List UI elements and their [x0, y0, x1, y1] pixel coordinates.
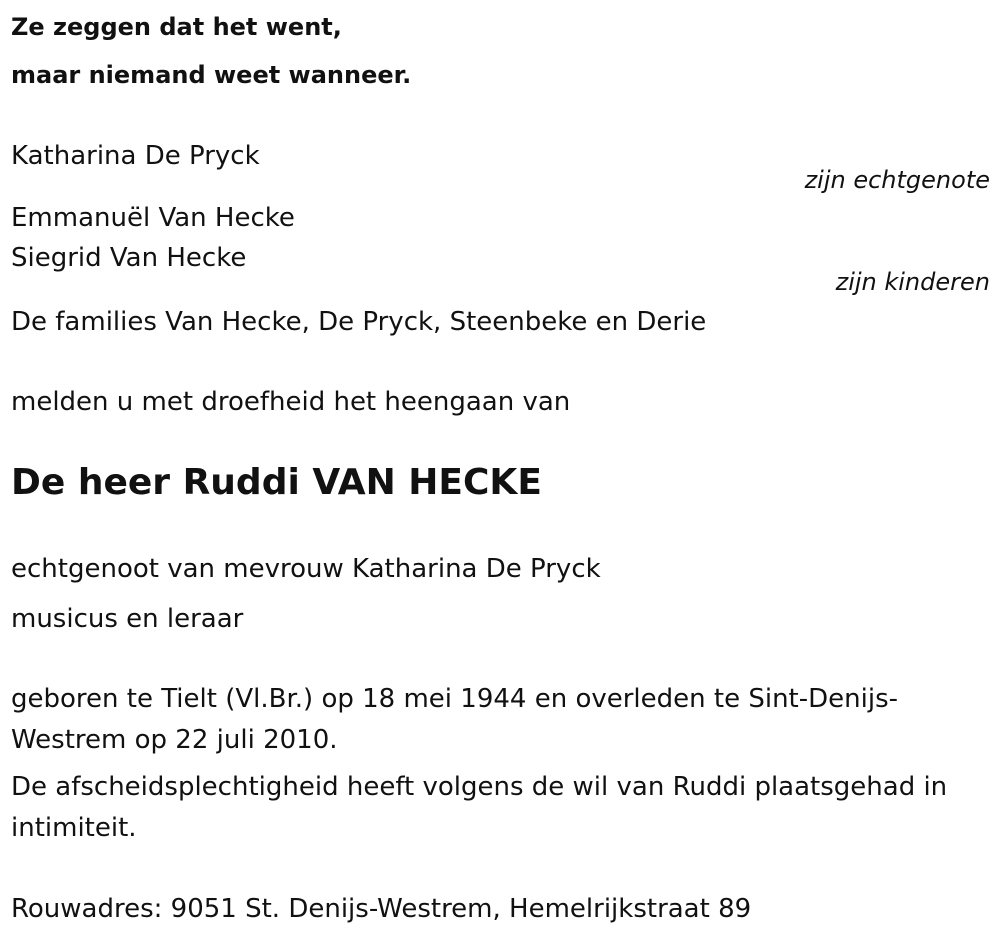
spouse-name: Katharina De Pryck — [11, 141, 260, 171]
mourning-address: Rouwadres: 9051 St. Denijs-Westrem, Hemelrijkstraat 89 — [11, 894, 752, 924]
ceremony-paragraph: De afscheidsplechtigheid heeft volgens de wil van Ruddi plaatsgehad in intimiteit. — [11, 772, 948, 843]
families-line: De families Van Hecke, De Pryck, Steenbeke en Derie — [11, 307, 707, 337]
deceased-name: De heer Ruddi VAN HECKE — [11, 462, 542, 503]
motto-line-1: Ze zeggen dat het went, — [11, 13, 342, 41]
children-role: zijn kinderen — [835, 268, 990, 296]
announcement-line: melden u met droefheid het heengaan van — [11, 387, 571, 417]
deceased-relation: echtgenoot van mevrouw Katharina De Pryck — [11, 554, 601, 584]
child-name-1: Emmanuël Van Hecke — [11, 203, 295, 233]
child-name-2: Siegrid Van Hecke — [11, 243, 247, 273]
deceased-profession: musicus en leraar — [11, 604, 244, 634]
birth-death-paragraph: geboren te Tielt (Vl.Br.) op 18 mei 1944 en overleden te Sint-Denijs-Westrem op 22 juli 2010. — [11, 684, 898, 755]
spouse-role: zijn echtgenote — [804, 166, 990, 194]
motto-line-2: maar niemand weet wanneer. — [11, 61, 412, 89]
